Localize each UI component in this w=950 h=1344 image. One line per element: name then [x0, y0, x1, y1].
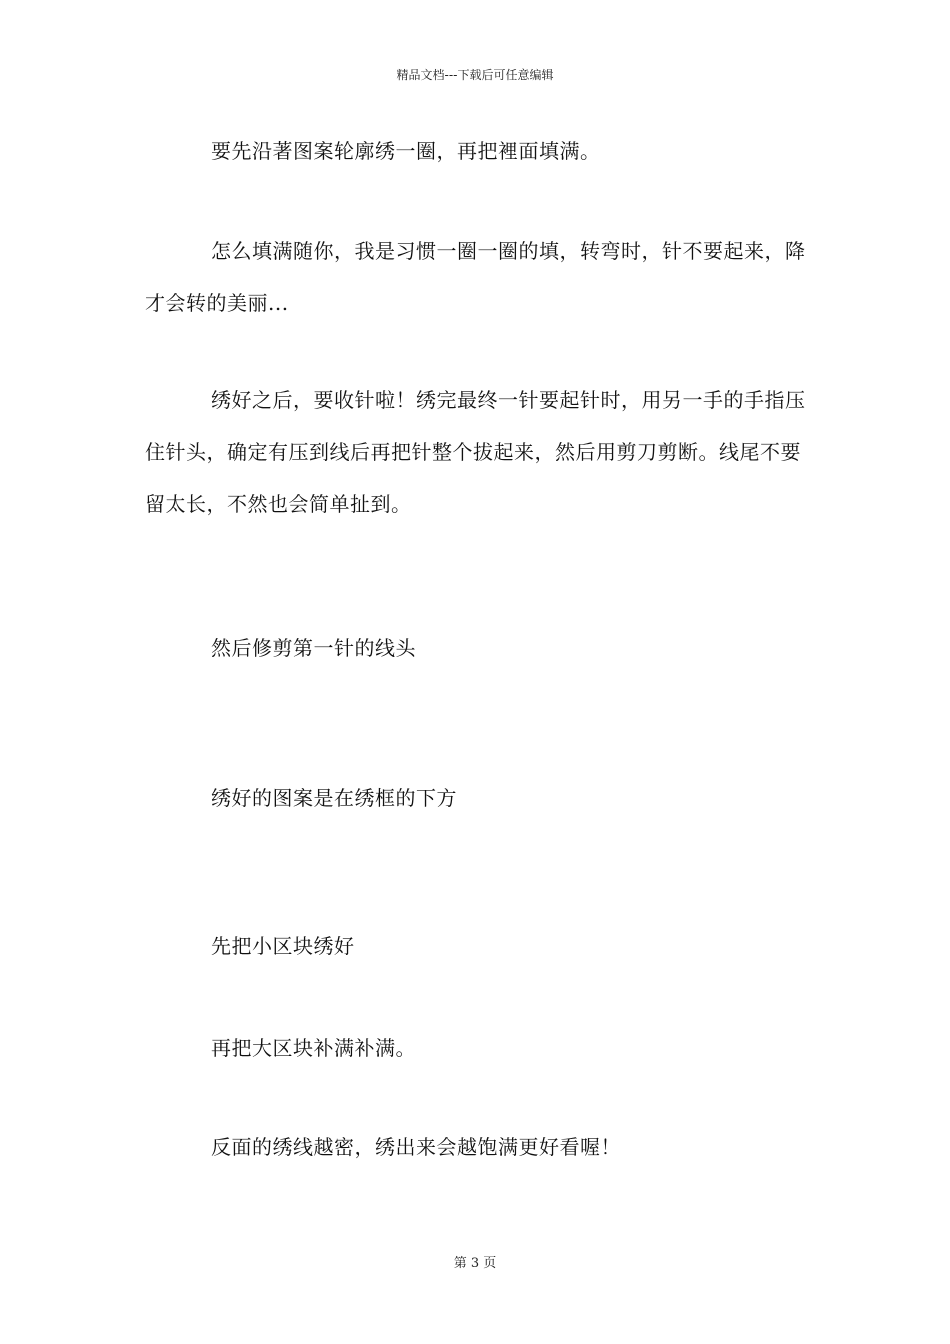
paragraph-3: 绣好之后，要收针啦！绣完最终一针要起针时，用另一手的手指压住针头，确定有压到线后再把针整个拔起来，然后用剪刀剪断。线尾不要留太长，不然也会简单扯到。 [145, 388, 806, 516]
paragraph-5: 绣好的图案是在绣框的下方 [211, 786, 457, 810]
paragraph-7: 再把大区块补满补满。 [211, 1036, 416, 1060]
page-footer: 第 3 页 [453, 1256, 497, 1271]
paragraph-4: 然后修剪第一针的线头 [211, 636, 416, 660]
paragraph-6: 先把小区块绣好 [211, 934, 355, 958]
paragraph-2: 怎么填满随你，我是习惯一圈一圈的填，转弯时，针不要起来，降才会转的美丽... [145, 239, 806, 315]
paragraph-1: 要先沿著图案轮廓绣一圈，再把裡面填满。 [211, 139, 601, 163]
paragraph-8: 反面的绣线越密，绣出来会越饱满更好看喔！ [211, 1135, 621, 1159]
page-header: 精品文档---下载后可任意编辑 [396, 68, 554, 82]
